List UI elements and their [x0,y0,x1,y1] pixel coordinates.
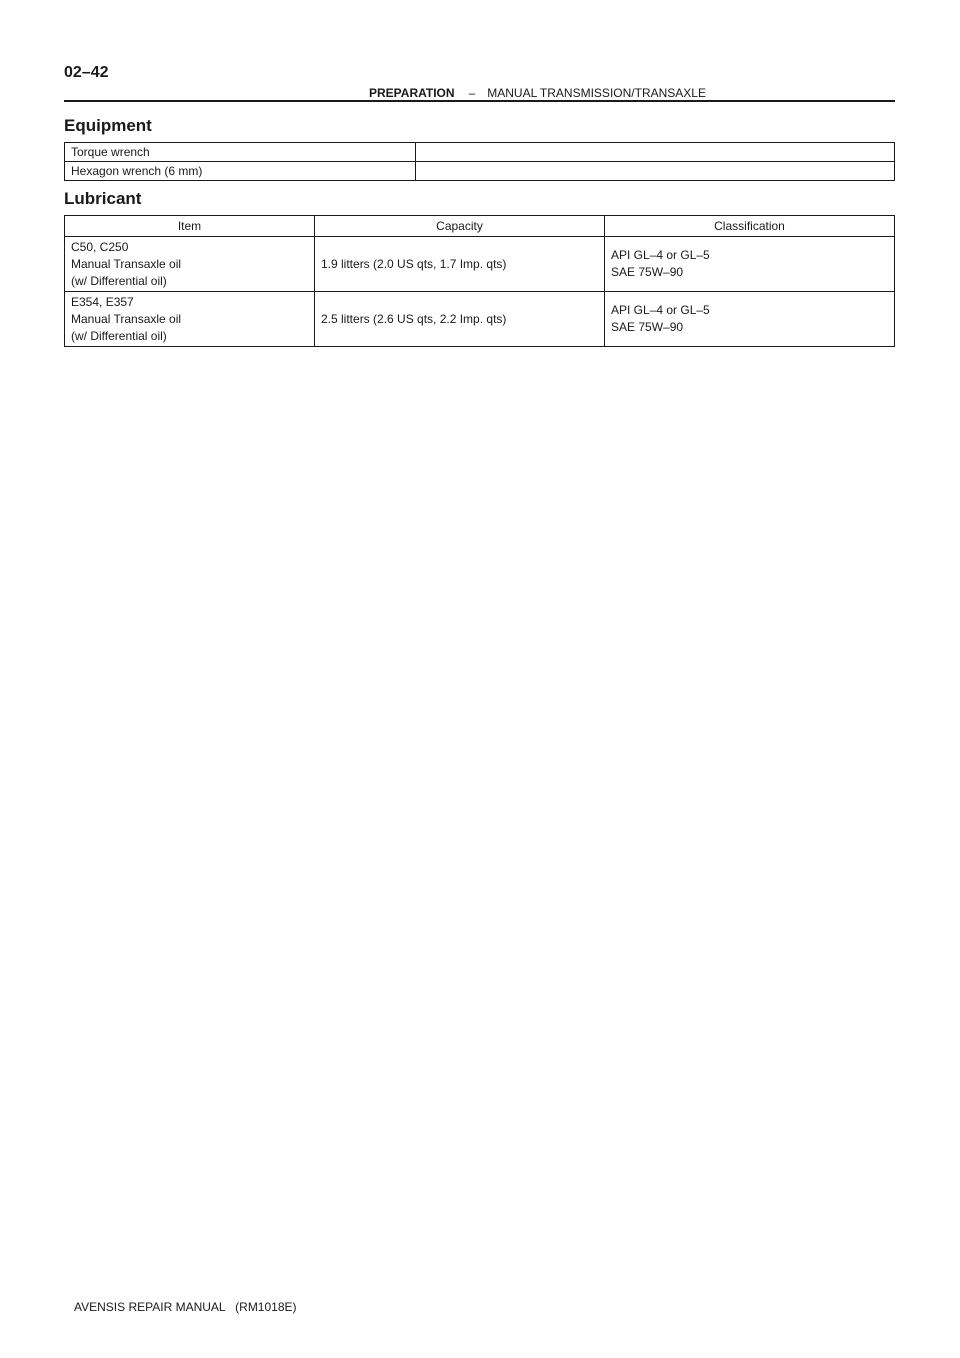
equipment-note [416,162,895,181]
header-rule [64,100,895,102]
page-number: 02–42 [64,64,109,81]
lubricant-classification [605,237,895,292]
header-subsection: MANUAL TRANSMISSION/TRANSAXLE [487,86,706,100]
lubricant-table [64,215,895,347]
table-row [65,162,895,181]
page-footer: AVENSIS REPAIR MANUAL (RM1018E) [74,1300,297,1314]
equipment-name: Torque wrench [65,143,416,162]
lubricant-classification [605,292,895,347]
column-header-capacity: Capacity [315,216,605,237]
classification-sae: SAE 75W–90 [611,320,684,334]
lubricant-capacity: 1.9 litters (2.0 US qts, 1.7 Imp. qts) [315,237,605,292]
header-section: PREPARATION [369,86,455,100]
classification-api: API GL–4 or GL–5 [611,303,710,317]
equipment-table [64,142,895,181]
equipment-note [416,143,895,162]
table-row [65,292,895,347]
column-header-classification: Classification [605,216,895,237]
lubricant-capacity: 2.5 litters (2.6 US qts, 2.2 Imp. qts) [315,292,605,347]
page-header [369,86,706,100]
table-header-row [65,216,895,237]
classification-api: API GL–4 or GL–5 [611,248,710,262]
item-model: E354, E357 [71,294,134,309]
item-note: (w/ Differential oil) [71,328,167,343]
header-separator: – [468,86,476,100]
item-oil: Manual Transaxle oil [71,311,182,326]
equipment-name: Hexagon wrench (6 mm) [65,162,416,181]
lubricant-item [65,237,315,292]
table-row [65,143,895,162]
equipment-title: Equipment [64,116,152,135]
item-note: (w/ Differential oil) [71,273,167,288]
classification-sae: SAE 75W–90 [611,265,684,279]
lubricant-title: Lubricant [64,189,142,208]
table-row [65,237,895,292]
item-model: C50, C250 [71,239,129,254]
item-oil: Manual Transaxle oil [71,256,182,271]
column-header-item: Item [65,216,315,237]
lubricant-item [65,292,315,347]
